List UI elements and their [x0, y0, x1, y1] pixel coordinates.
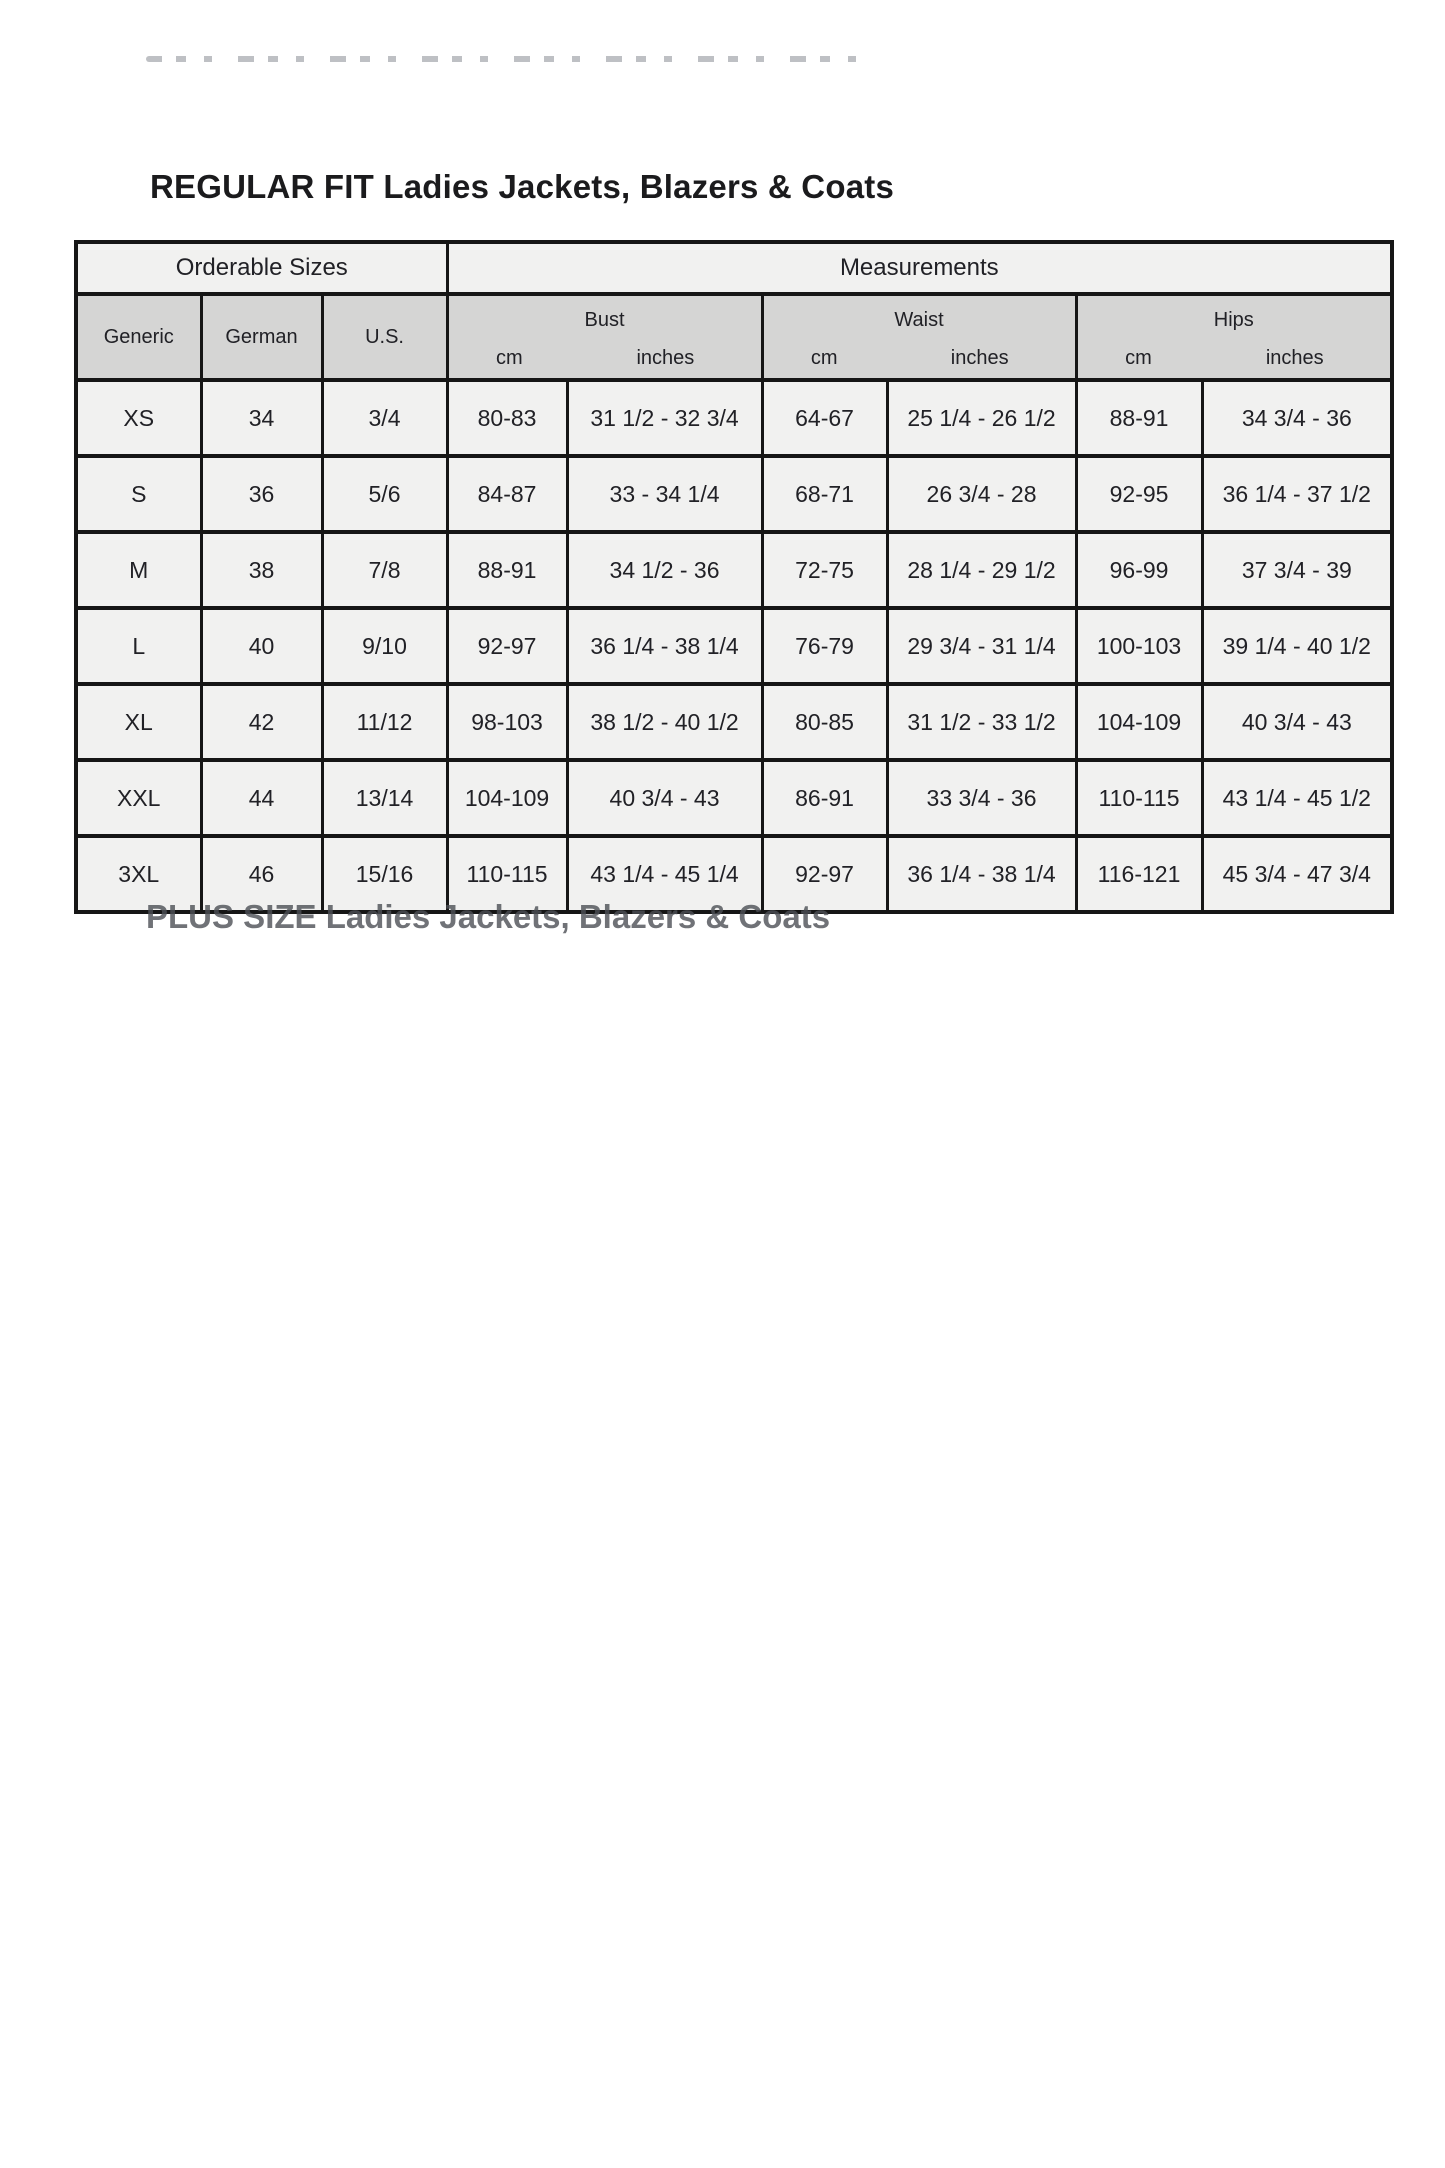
cell-us: 5/6	[322, 456, 447, 532]
cell-hips-inches: 37 3/4 - 39	[1202, 532, 1392, 608]
cell-hips-inches: 39 1/4 - 40 1/2	[1202, 608, 1392, 684]
cell-bust-cm: 88-91	[447, 532, 567, 608]
cell-hips-inches: 40 3/4 - 43	[1202, 684, 1392, 760]
cell-waist-cm: 92-97	[762, 836, 887, 912]
group-header-row	[76, 242, 1392, 294]
cell-waist-cm: 80-85	[762, 684, 887, 760]
cell-hips-cm: 100-103	[1076, 608, 1202, 684]
cell-waist-inches: 29 3/4 - 31 1/4	[887, 608, 1076, 684]
cell-waist-inches: 25 1/4 - 26 1/2	[887, 380, 1076, 456]
cell-hips-cm: 110-115	[1076, 760, 1202, 836]
cell-waist-cm: 64-67	[762, 380, 887, 456]
cell-waist-inches: 31 1/2 - 33 1/2	[887, 684, 1076, 760]
column-header-generic: Generic	[76, 294, 201, 380]
cell-waist-cm: 68-71	[762, 456, 887, 532]
cell-us: 15/16	[322, 836, 447, 912]
column-header-us: U.S.	[322, 294, 447, 380]
cell-hips-cm: 88-91	[1076, 380, 1202, 456]
cell-bust-cm: 98-103	[447, 684, 567, 760]
cell-hips-cm: 104-109	[1076, 684, 1202, 760]
table-row-s	[76, 456, 1392, 532]
cell-bust-inches: 33 - 34 1/4	[567, 456, 762, 532]
hips-sub-headers	[1078, 347, 1391, 370]
cell-waist-cm: 72-75	[762, 532, 887, 608]
cell-us: 11/12	[322, 684, 447, 760]
cell-generic: L	[76, 608, 201, 684]
cell-hips-inches: 36 1/4 - 37 1/2	[1202, 456, 1392, 532]
cell-bust-inches: 40 3/4 - 43	[567, 760, 762, 836]
cell-generic: XXL	[76, 760, 201, 836]
column-header-hips	[1076, 294, 1392, 380]
cell-bust-cm: 80-83	[447, 380, 567, 456]
column-header-waist	[762, 294, 1076, 380]
cell-generic: S	[76, 456, 201, 532]
table-row-xl	[76, 684, 1392, 760]
group-header-orderable-sizes: Orderable Sizes	[76, 242, 447, 294]
cell-bust-inches: 36 1/4 - 38 1/4	[567, 608, 762, 684]
cell-us: 3/4	[322, 380, 447, 456]
cell-bust-inches: 31 1/2 - 32 3/4	[567, 380, 762, 456]
column-header-bust	[447, 294, 762, 380]
cell-german: 44	[201, 760, 322, 836]
group-header-measurements: Measurements	[447, 242, 1392, 294]
cell-hips-cm: 116-121	[1076, 836, 1202, 912]
size-chart	[74, 240, 1394, 914]
bust-label: Bust	[584, 309, 625, 331]
hips-cm-label: cm	[1125, 347, 1152, 369]
cell-bust-cm: 104-109	[447, 760, 567, 836]
waist-cm-label: cm	[810, 347, 838, 369]
cell-us: 7/8	[322, 532, 447, 608]
bust-sub-headers	[449, 347, 761, 370]
cell-hips-cm: 92-95	[1076, 456, 1202, 532]
cell-generic: 3XL	[76, 836, 201, 912]
cell-hips-cm: 96-99	[1076, 532, 1202, 608]
table-row-l	[76, 608, 1392, 684]
hips-label: Hips	[1213, 309, 1254, 331]
next-section-heading-clipped	[146, 898, 906, 935]
cell-bust-inches: 34 1/2 - 36	[567, 532, 762, 608]
size-chart-table	[74, 240, 1394, 914]
clipped-text-top-artifact	[146, 56, 862, 62]
cell-german: 38	[201, 532, 322, 608]
cell-waist-inches: 33 3/4 - 36	[887, 760, 1076, 836]
waist-label: Waist	[894, 309, 944, 331]
cell-us: 9/10	[322, 608, 447, 684]
cell-hips-inches: 43 1/4 - 45 1/2	[1202, 760, 1392, 836]
table-row-xs	[76, 380, 1392, 456]
cell-bust-inches: 43 1/4 - 45 1/4	[567, 836, 762, 912]
cell-hips-inches: 45 3/4 - 47 3/4	[1202, 836, 1392, 912]
cell-generic: XL	[76, 684, 201, 760]
cell-waist-cm: 86-91	[762, 760, 887, 836]
cell-us: 13/14	[322, 760, 447, 836]
cell-generic: XS	[76, 380, 201, 456]
bust-inches-label: inches	[636, 347, 695, 369]
next-section-heading-text: PLUS SIZE Ladies Jackets, Blazers & Coats	[146, 898, 831, 935]
page-title: REGULAR FIT Ladies Jackets, Blazers & Coats	[150, 168, 894, 205]
cell-german: 34	[201, 380, 322, 456]
bust-cm-label: cm	[496, 347, 523, 369]
waist-sub-headers	[764, 347, 1075, 370]
hips-inches-label: inches	[1265, 347, 1324, 369]
cell-generic: M	[76, 532, 201, 608]
table-row-xxl	[76, 760, 1392, 836]
column-header-row	[76, 294, 1392, 380]
cell-german: 46	[201, 836, 322, 912]
cell-german: 36	[201, 456, 322, 532]
table-row-m	[76, 532, 1392, 608]
cell-hips-inches: 34 3/4 - 36	[1202, 380, 1392, 456]
cell-waist-inches: 28 1/4 - 29 1/2	[887, 532, 1076, 608]
waist-inches-label: inches	[950, 347, 1009, 369]
cell-waist-cm: 76-79	[762, 608, 887, 684]
cell-german: 42	[201, 684, 322, 760]
cell-bust-inches: 38 1/2 - 40 1/2	[567, 684, 762, 760]
cell-german: 40	[201, 608, 322, 684]
cell-bust-cm: 84-87	[447, 456, 567, 532]
column-header-german: German	[201, 294, 322, 380]
cell-bust-cm: 110-115	[447, 836, 567, 912]
cell-bust-cm: 92-97	[447, 608, 567, 684]
cell-waist-inches: 26 3/4 - 28	[887, 456, 1076, 532]
cell-waist-inches: 36 1/4 - 38 1/4	[887, 836, 1076, 912]
